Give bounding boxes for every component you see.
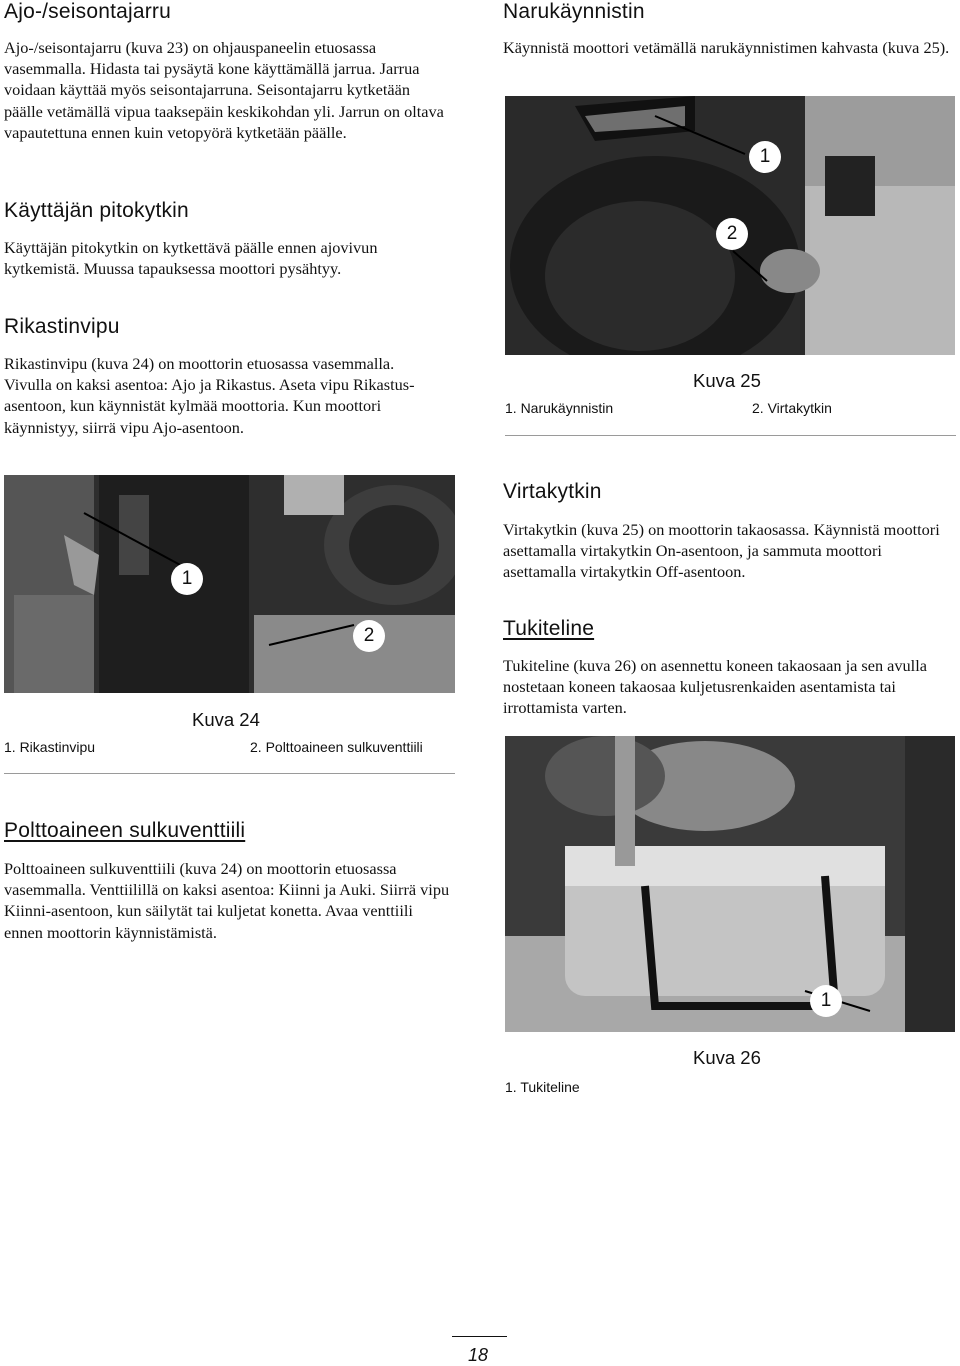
figure-24-photo bbox=[4, 475, 455, 693]
figure-24-caption: Kuva 24 bbox=[192, 709, 260, 730]
figure-26-callout-1: 1 bbox=[810, 985, 842, 1017]
figure-24-divider bbox=[4, 773, 455, 774]
section-title-brake: Ajo-/seisontajarru bbox=[4, 0, 172, 23]
figure-24-legend-2: 2. Polttoaineen sulkuventtiili bbox=[250, 739, 423, 755]
figure-24-callout-1: 1 bbox=[171, 563, 203, 595]
section-title-ignition-switch: Virtakytkin bbox=[503, 480, 602, 503]
figure-25-legend-2: 2. Virtakytkin bbox=[752, 400, 832, 416]
figure-25-caption: Kuva 25 bbox=[693, 370, 761, 391]
figure-26-photo bbox=[505, 736, 955, 1032]
figure-25-legend-1: 1. Narukäynnistin bbox=[505, 400, 614, 416]
section-title-recoil-starter: Narukäynnistin bbox=[503, 0, 645, 23]
section-body-operator-switch: Käyttäjän pitokytkin on kytkettävä päälle ennen ajovivun kytkemistä. Muussa tapauksessa moottori pysähtyy. bbox=[4, 238, 378, 279]
figure-24-legend-1: 1. Rikastinvipu bbox=[4, 739, 96, 755]
section-title-choke: Rikastinvipu bbox=[4, 315, 120, 338]
figure-24-callout-2: 2 bbox=[353, 620, 385, 652]
figure-26-caption: Kuva 26 bbox=[693, 1047, 761, 1068]
section-title-kickstand: Tukiteline bbox=[503, 617, 595, 640]
section-body-brake: Ajo-/seisontajarru (kuva 23) on ohjauspaneelin etuosassa vasemmalla. Hidasta tai pysäytä kone käyttämällä jarrua. Jarrua voidaan käyttää myös seisontajarruna. Seisontajarru kytketään päälle vetämällä vipua taaksepäin keskikohdan yli. Jarrun on oltava vapautettuna ennen kuin vetopyörä kytketään päälle. bbox=[4, 38, 444, 142]
section-body-kickstand: Tukiteline (kuva 26) on asennettu koneen takaosaan ja sen avulla nostetaan koneen takaosaa kuljetusrenkaiden asentamista tai irrottamista varten. bbox=[503, 656, 927, 718]
section-body-fuel-valve: Polttoaineen sulkuventtiili (kuva 24) on moottorin etuosassa vasemmalla. Venttiilillä on kaksi asentoa: Kiinni ja Auki. Siirrä vipu Kiinni-asentoon, kun säilytät tai kuljetat konetta. Avaa venttiili ennen moottorin käynnistämistä. bbox=[4, 859, 450, 942]
section-body-ignition-switch: Virtakytkin (kuva 25) on moottorin takaosassa. Käynnistä moottori asettamalla virtakytkin On-asentoon, ja sammuta moottori asettamalla virtakytkin Off-asentoon. bbox=[503, 520, 940, 582]
section-body-recoil-starter: Käynnistä moottori vetämällä narukäynnistimen kahvasta (kuva 25). bbox=[503, 38, 950, 57]
footer-rule bbox=[452, 1336, 507, 1337]
figure-25-callout-2: 2 bbox=[716, 218, 748, 250]
figure-25-divider bbox=[505, 435, 956, 436]
figure-26-legend-1: 1. Tukiteline bbox=[505, 1079, 580, 1095]
page-number: 18 bbox=[468, 1345, 489, 1365]
section-body-choke: Rikastinvipu (kuva 24) on moottorin etuosassa vasemmalla. Vivulla on kaksi asentoa: Ajo ja Rikastus. Aseta vipu Rikastus-asentoon, kun käynnistät kylmää moottoria. Kun moottori käynnistyy, siirrä vipu Ajo-asentoon. bbox=[4, 354, 415, 437]
section-title-operator-switch: Käyttäjän pitokytkin bbox=[4, 199, 189, 222]
section-title-fuel-valve: Polttoaineen sulkuventtiili bbox=[4, 819, 246, 842]
figure-25-callout-1: 1 bbox=[749, 141, 781, 173]
